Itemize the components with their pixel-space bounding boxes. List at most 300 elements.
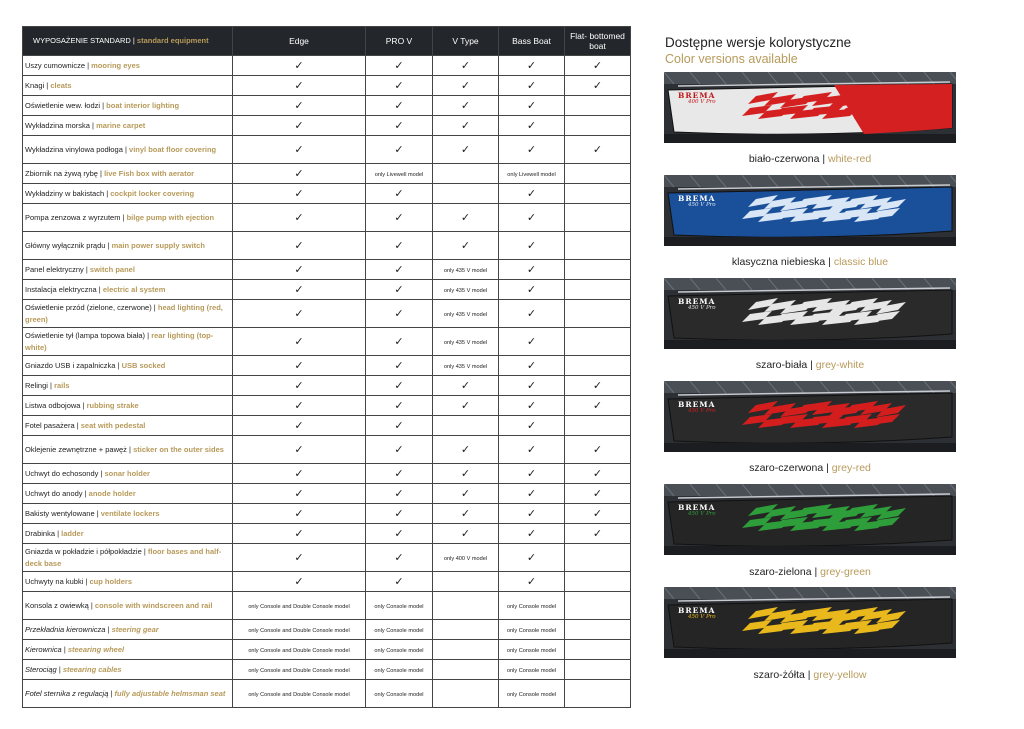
availability-cell	[499, 640, 565, 660]
model-logo: 450 V Pro	[688, 202, 716, 208]
check-icon: ✓	[526, 59, 537, 72]
availability-cell	[499, 396, 565, 416]
availability-cell	[565, 164, 631, 184]
availability-cell	[433, 260, 499, 280]
check-icon: ✓	[526, 239, 537, 252]
availability-cell	[366, 280, 433, 300]
table-row	[23, 396, 631, 416]
equipment-label-pl: Wykładzina vinylowa podłoga |	[25, 144, 127, 154]
check-icon: ✓	[460, 467, 471, 480]
availability-cell	[565, 504, 631, 524]
availability-cell	[565, 376, 631, 396]
availability-cell	[565, 436, 631, 464]
availability-cell	[433, 680, 499, 708]
equipment-label-pl: Knagi |	[25, 80, 49, 90]
availability-cell	[366, 260, 433, 280]
availability-cell	[565, 592, 631, 620]
table-row	[23, 592, 631, 620]
availability-note: only Console model	[374, 604, 424, 610]
availability-cell	[565, 96, 631, 116]
boat-image	[664, 278, 956, 349]
availability-cell	[565, 204, 631, 232]
equipment-label-pl: Relingi |	[25, 380, 52, 390]
equipment-label	[23, 204, 233, 232]
equipment-label	[23, 592, 233, 620]
boat-image	[664, 72, 956, 143]
equipment-label	[23, 504, 233, 524]
availability-note: only Console model	[374, 668, 424, 674]
table-row	[23, 204, 631, 232]
color-name-en: grey-red	[831, 462, 871, 474]
table-row	[23, 76, 631, 96]
equipment-label-pl: Uszy cumownicze |	[25, 60, 90, 70]
check-icon: ✓	[592, 487, 603, 500]
availability-cell	[433, 544, 499, 572]
equipment-label	[23, 572, 233, 592]
equipment-label-en: switch panel	[89, 264, 135, 274]
check-icon: ✓	[394, 335, 404, 348]
availability-cell	[565, 280, 631, 300]
availability-cell	[366, 164, 433, 184]
boat-image	[664, 587, 956, 658]
availability-cell	[499, 524, 565, 544]
availability-cell	[433, 300, 499, 328]
equipment-label-pl: Wykładziny w bakistach |	[25, 188, 109, 198]
boat-image	[664, 175, 956, 246]
availability-cell	[499, 56, 565, 76]
check-icon: ✓	[294, 419, 304, 432]
equipment-label-pl: Gniazdo USB i zapalniczka |	[25, 360, 120, 370]
availability-cell	[366, 620, 433, 640]
table-row	[23, 328, 631, 356]
availability-note: only Console model	[506, 604, 557, 610]
availability-note: only Livewell model	[507, 172, 556, 178]
check-icon: ✓	[526, 399, 537, 412]
availability-cell	[366, 300, 433, 328]
availability-cell	[233, 116, 366, 136]
color-caption	[664, 669, 956, 681]
check-icon: ✓	[592, 143, 603, 156]
equipment-label-pl: Główny wyłącznik prądu |	[25, 240, 110, 250]
check-icon: ✓	[526, 307, 537, 320]
color-caption	[664, 153, 956, 165]
check-icon: ✓	[526, 119, 537, 132]
availability-cell	[499, 464, 565, 484]
table-row	[23, 116, 631, 136]
check-icon: ✓	[394, 379, 404, 392]
equipment-label	[23, 436, 233, 464]
equipment-label	[23, 640, 233, 660]
availability-note: only Console and Double Console model	[248, 628, 350, 634]
equipment-label-pl: Oklejenie zewnętrzne + pawęż |	[25, 444, 131, 454]
check-icon: ✓	[394, 79, 404, 92]
availability-cell	[233, 232, 366, 260]
equipment-label	[23, 680, 233, 708]
availability-cell	[233, 76, 366, 96]
availability-cell	[499, 328, 565, 356]
equipment-label	[23, 76, 233, 96]
equipment-label-en: floor bases and half-deck base	[25, 546, 222, 568]
check-icon: ✓	[394, 59, 404, 72]
availability-cell	[499, 376, 565, 396]
availability-cell	[499, 592, 565, 620]
availability-cell	[433, 640, 499, 660]
equipment-label	[23, 260, 233, 280]
check-icon: ✓	[592, 59, 603, 72]
availability-cell	[433, 620, 499, 640]
table-row	[23, 232, 631, 260]
check-icon: ✓	[526, 335, 537, 348]
table-row	[23, 164, 631, 184]
check-icon: ✓	[460, 487, 471, 500]
availability-cell	[233, 164, 366, 184]
availability-note: only Console and Double Console model	[248, 604, 350, 610]
equipment-label-en: seat with pedestal	[80, 420, 146, 430]
check-icon: ✓	[460, 79, 471, 92]
equipment-label-en: rubbing strake	[86, 400, 139, 410]
availability-cell	[233, 56, 366, 76]
check-icon: ✓	[526, 99, 537, 112]
equipment-label-pl: Uchwyty na kubki |	[25, 576, 88, 586]
check-icon: ✓	[526, 551, 537, 564]
equipment-label-en: steearing cables	[62, 664, 122, 674]
availability-cell	[366, 396, 433, 416]
availability-cell	[565, 416, 631, 436]
availability-cell	[233, 660, 366, 680]
availability-cell	[366, 116, 433, 136]
availability-cell	[433, 504, 499, 524]
availability-cell	[433, 232, 499, 260]
equipment-label-en: USB socked	[121, 360, 166, 370]
availability-cell	[366, 96, 433, 116]
equipment-label-en: marine carpet	[96, 120, 146, 130]
availability-cell	[565, 464, 631, 484]
availability-cell	[366, 484, 433, 504]
availability-cell	[499, 232, 565, 260]
brand-logo: BREMA	[678, 91, 716, 100]
availability-cell	[565, 76, 631, 96]
availability-cell	[565, 544, 631, 572]
table-row	[23, 300, 631, 328]
availability-cell	[233, 592, 366, 620]
availability-cell	[233, 204, 366, 232]
table-row	[23, 504, 631, 524]
availability-cell	[366, 680, 433, 708]
equipment-label-pl: Fotel sternika z regulacją |	[25, 688, 113, 698]
availability-cell	[565, 660, 631, 680]
equipment-label	[23, 164, 233, 184]
check-icon: ✓	[460, 443, 471, 456]
brand-logo: BREMA	[678, 400, 716, 409]
availability-cell	[233, 484, 366, 504]
check-icon: ✓	[394, 359, 404, 372]
color-caption	[664, 359, 956, 371]
equipment-label	[23, 416, 233, 436]
availability-cell	[366, 592, 433, 620]
color-caption	[664, 256, 956, 268]
check-icon: ✓	[592, 507, 603, 520]
availability-cell	[366, 136, 433, 164]
header-equipment: WYPOSAŻENIE STANDARD | standard equipment	[23, 27, 233, 56]
availability-cell	[233, 260, 366, 280]
availability-cell	[366, 328, 433, 356]
equipment-label	[23, 116, 233, 136]
check-icon: ✓	[294, 187, 304, 200]
availability-cell	[499, 116, 565, 136]
color-caption	[664, 566, 956, 578]
check-icon: ✓	[592, 379, 603, 392]
availability-cell	[366, 76, 433, 96]
equipment-label-pl: Zbiornik na żywą rybę |	[25, 168, 102, 178]
availability-cell	[433, 184, 499, 204]
table-row	[23, 436, 631, 464]
check-icon: ✓	[526, 211, 537, 224]
header-flat-bottomed: Flat- bottomed boat	[565, 27, 631, 56]
equipment-label	[23, 376, 233, 396]
equipment-label	[23, 484, 233, 504]
color-name-en: grey-green	[820, 566, 871, 578]
availability-cell	[499, 680, 565, 708]
equipment-label-en: head lighting (red, green)	[25, 302, 223, 324]
availability-cell	[433, 416, 499, 436]
equipment-label-pl: Oświetlenie tył (lampa topowa biała) |	[25, 330, 150, 340]
colors-subtitle: Color versions available	[665, 52, 798, 66]
color-name-en: grey-yellow	[813, 669, 867, 681]
equipment-label	[23, 232, 233, 260]
availability-cell	[565, 116, 631, 136]
check-icon: ✓	[394, 487, 404, 500]
availability-cell	[233, 572, 366, 592]
equipment-label-en: ladder	[61, 528, 84, 538]
availability-cell	[233, 280, 366, 300]
check-icon: ✓	[592, 527, 603, 540]
availability-cell	[233, 376, 366, 396]
equipment-label-pl: Uchwyt do anody |	[25, 488, 87, 498]
check-icon: ✓	[294, 575, 304, 588]
equipment-label-pl: Wykładzina morska |	[25, 120, 94, 130]
availability-cell	[565, 680, 631, 708]
equipment-label	[23, 620, 233, 640]
availability-cell	[233, 524, 366, 544]
check-icon: ✓	[526, 187, 537, 200]
check-icon: ✓	[526, 359, 537, 372]
equipment-label	[23, 396, 233, 416]
equipment-label-pl: Gniazda w pokładzie i półpokładzie |	[25, 546, 146, 556]
availability-note: only 435 V model	[443, 340, 488, 346]
availability-cell	[565, 136, 631, 164]
table-row	[23, 680, 631, 708]
availability-cell	[433, 396, 499, 416]
table-row	[23, 640, 631, 660]
table-row	[23, 96, 631, 116]
equipment-label-pl: Drabinka |	[25, 528, 60, 538]
availability-note: only Console model	[374, 648, 424, 654]
color-name-pl: szaro-zielona |	[749, 566, 818, 578]
availability-cell	[499, 620, 565, 640]
availability-cell	[499, 260, 565, 280]
check-icon: ✓	[526, 263, 537, 276]
availability-cell	[233, 96, 366, 116]
check-icon: ✓	[294, 487, 304, 500]
check-icon: ✓	[526, 143, 537, 156]
equipment-label-pl: Listwa odbojowa |	[25, 400, 85, 410]
check-icon: ✓	[294, 399, 304, 412]
color-name-en: white-red	[828, 153, 872, 165]
equipment-label-en: mooring eyes	[91, 60, 140, 70]
check-icon: ✓	[592, 467, 603, 480]
equipment-label	[23, 280, 233, 300]
check-icon: ✓	[526, 419, 537, 432]
table-row	[23, 572, 631, 592]
availability-note: only 400 V model	[443, 556, 488, 562]
equipment-label	[23, 464, 233, 484]
equipment-label	[23, 660, 233, 680]
availability-cell	[499, 416, 565, 436]
check-icon: ✓	[294, 335, 304, 348]
check-icon: ✓	[294, 307, 304, 320]
table-row	[23, 184, 631, 204]
availability-cell	[233, 620, 366, 640]
availability-cell	[565, 356, 631, 376]
equipment-label-en: sonar holder	[104, 468, 150, 478]
check-icon: ✓	[394, 263, 404, 276]
availability-cell	[565, 572, 631, 592]
availability-cell	[499, 76, 565, 96]
availability-cell	[565, 524, 631, 544]
check-icon: ✓	[526, 79, 537, 92]
availability-note: only 435 V model	[443, 268, 488, 274]
equipment-label	[23, 356, 233, 376]
availability-cell	[233, 136, 366, 164]
equipment-label-pl: Panel elektryczny |	[25, 264, 88, 274]
model-logo: 400 V Pro	[688, 99, 716, 105]
equipment-label-en: ventilate lockers	[100, 508, 160, 518]
equipment-label-pl: Sterociąg |	[25, 664, 61, 674]
check-icon: ✓	[394, 507, 404, 520]
check-icon: ✓	[526, 487, 537, 500]
check-icon: ✓	[294, 99, 304, 112]
equipment-label-pl: Instalacja elektryczna |	[25, 284, 101, 294]
check-icon: ✓	[394, 211, 404, 224]
brand-logo: BREMA	[678, 194, 716, 203]
availability-cell	[565, 300, 631, 328]
check-icon: ✓	[294, 79, 304, 92]
check-icon: ✓	[294, 379, 304, 392]
model-logo: 450 V Pro	[688, 305, 716, 311]
color-name-pl: biało-czerwona |	[748, 153, 826, 165]
equipment-label-en: fully adjustable helmsman seat	[114, 688, 226, 698]
availability-cell	[499, 356, 565, 376]
availability-cell	[366, 504, 433, 524]
check-icon: ✓	[394, 527, 404, 540]
brand-logo: BREMA	[678, 503, 716, 512]
availability-cell	[233, 464, 366, 484]
availability-cell	[366, 660, 433, 680]
equipment-label	[23, 56, 233, 76]
equipment-label-en: anode holder	[88, 488, 136, 498]
check-icon: ✓	[460, 507, 471, 520]
check-icon: ✓	[394, 551, 404, 564]
color-name-pl: szaro-czerwona |	[749, 462, 829, 474]
check-icon: ✓	[592, 443, 603, 456]
availability-cell	[499, 660, 565, 680]
equipment-label-en: vinyl boat floor covering	[129, 144, 217, 154]
availability-cell	[433, 356, 499, 376]
availability-note: only Livewell model	[374, 172, 424, 178]
availability-cell	[433, 436, 499, 464]
check-icon: ✓	[460, 119, 471, 132]
equipment-label	[23, 300, 233, 328]
availability-note: only Console and Double Console model	[248, 692, 350, 698]
equipment-label-pl: Pompa zenzowa z wyrzutem |	[25, 212, 125, 222]
table-row	[23, 280, 631, 300]
availability-note: only Console model	[506, 628, 557, 634]
availability-cell	[433, 96, 499, 116]
check-icon: ✓	[526, 283, 537, 296]
availability-cell	[233, 504, 366, 524]
header-v-type: V Type	[433, 27, 499, 56]
availability-cell	[499, 484, 565, 504]
color-name-pl: szaro-żółta |	[753, 669, 811, 681]
equipment-label-en: live Fish box with aerator	[104, 168, 195, 178]
check-icon: ✓	[592, 79, 603, 92]
color-name-pl: klasyczna niebieska |	[731, 256, 831, 268]
check-icon: ✓	[294, 59, 304, 72]
availability-cell	[366, 204, 433, 232]
table-header-row	[23, 27, 631, 56]
availability-cell	[499, 280, 565, 300]
availability-cell	[433, 204, 499, 232]
check-icon: ✓	[460, 143, 471, 156]
availability-cell	[433, 56, 499, 76]
availability-cell	[366, 436, 433, 464]
check-icon: ✓	[294, 467, 304, 480]
availability-cell	[565, 232, 631, 260]
availability-cell	[366, 232, 433, 260]
availability-cell	[233, 356, 366, 376]
availability-cell	[233, 416, 366, 436]
availability-cell	[366, 464, 433, 484]
availability-cell	[433, 592, 499, 620]
availability-cell	[233, 396, 366, 416]
header-bass-boat: Bass Boat	[499, 27, 565, 56]
model-logo: 450 V Pro	[688, 614, 716, 620]
availability-note: only Console and Double Console model	[248, 648, 350, 654]
equipment-label	[23, 524, 233, 544]
check-icon: ✓	[394, 187, 404, 200]
availability-cell	[433, 524, 499, 544]
color-name-en: grey-white	[815, 359, 865, 371]
equipment-label-en: cleats	[50, 80, 72, 90]
equipment-label-en: rear lighting (top-white)	[25, 330, 214, 352]
table-row	[23, 136, 631, 164]
check-icon: ✓	[294, 359, 304, 372]
check-icon: ✓	[294, 283, 304, 296]
check-icon: ✓	[394, 239, 404, 252]
availability-cell	[565, 620, 631, 640]
check-icon: ✓	[460, 99, 471, 112]
model-logo: 450 V Pro	[688, 408, 716, 414]
equipment-label-en: console with windscreen and rail	[94, 600, 213, 610]
availability-cell	[433, 376, 499, 396]
check-icon: ✓	[294, 239, 304, 252]
availability-cell	[499, 204, 565, 232]
check-icon: ✓	[394, 443, 404, 456]
table-row	[23, 376, 631, 396]
color-name-en: classic blue	[833, 256, 889, 268]
colors-title: Dostępne wersje kolorystyczne	[665, 35, 852, 50]
availability-cell	[499, 300, 565, 328]
